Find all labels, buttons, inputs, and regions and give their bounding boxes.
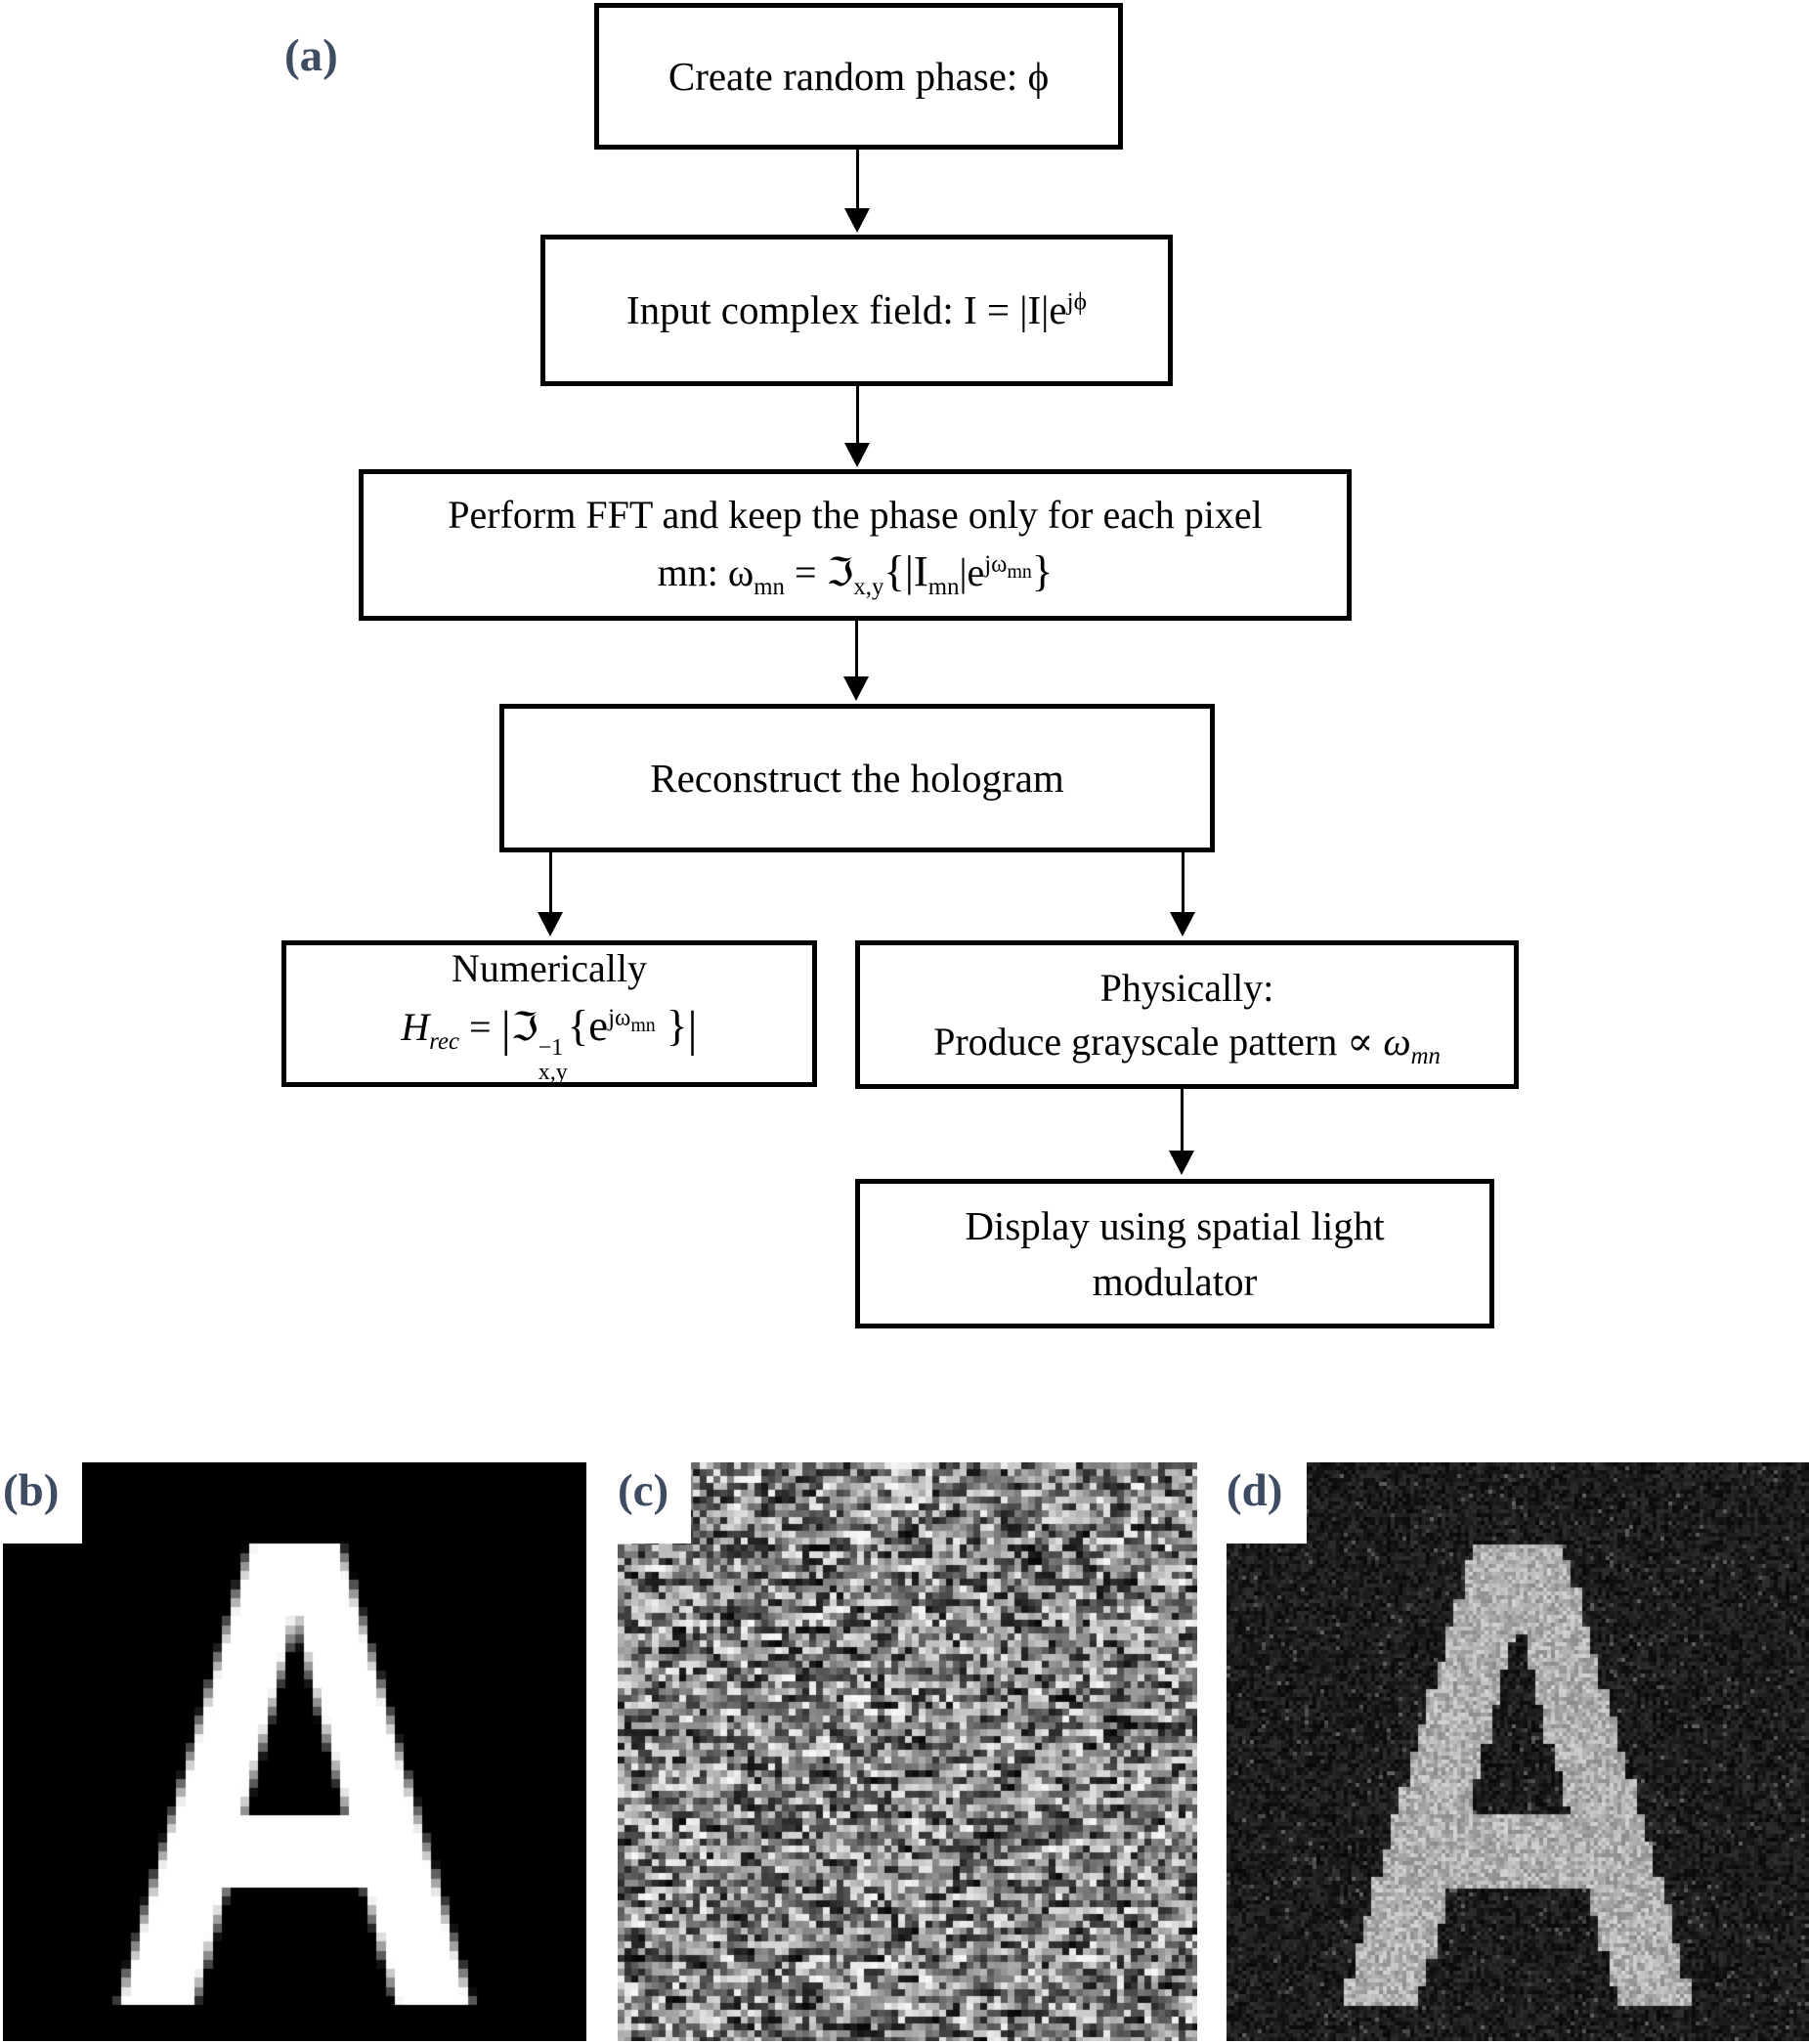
reconstruct-text: Reconstruct the hologram	[650, 755, 1064, 801]
arrow-fft-to-reconstruct	[843, 621, 869, 701]
num-f-bar1: |	[500, 1000, 511, 1057]
create-phase-text: Create random phase: ϕ	[668, 53, 1050, 99]
fft-f-t3: {|I	[883, 546, 928, 596]
flow-box-physically	[855, 940, 1519, 1089]
panel-c	[618, 1462, 1197, 2041]
num-f-bar2: |	[687, 1000, 698, 1057]
arrow-shaft	[1181, 1089, 1184, 1151]
panel-d-label: (d)	[1227, 1465, 1283, 1516]
fft-f-sup1: jω	[984, 550, 1008, 578]
arrow-create-to-input	[844, 150, 870, 233]
phys-f-t1: Produce grayscale pattern ∝	[933, 1020, 1384, 1064]
phys-f-sub1: mn	[1410, 1043, 1441, 1069]
arrow-down-icon	[538, 912, 563, 936]
numerically-line1: Numerically	[452, 945, 647, 990]
panel-c-image	[618, 1462, 1197, 2041]
panel-d	[1227, 1462, 1809, 2041]
input-field-exponent: jϕ	[1066, 287, 1087, 316]
fft-f-t5: }	[1031, 546, 1054, 596]
flow-box-display-slm	[855, 1179, 1494, 1328]
fft-f-sub2: x,y	[853, 574, 884, 601]
fft-f-t4: |e	[959, 550, 985, 595]
arrow-shaft	[856, 386, 859, 443]
arrow-physically-to-display	[1169, 1089, 1194, 1175]
fft-f-sup1sub: mn	[1007, 560, 1032, 583]
flow-box-reconstruct	[499, 704, 1215, 852]
num-f-frak: ℑ	[510, 1004, 538, 1049]
arrow-input-to-fft	[844, 386, 870, 467]
numerically-formula	[401, 995, 697, 1087]
fft-f-sub1: mn	[754, 574, 785, 601]
display-line1: Display using spatial light	[965, 1202, 1385, 1248]
physically-formula	[933, 1015, 1441, 1068]
arrow-down-icon	[1170, 912, 1195, 936]
panel-b-label-notch	[3, 1462, 82, 1544]
arrow-down-icon	[843, 676, 869, 701]
panel-c-label: (c)	[618, 1465, 669, 1516]
num-f-eq: =	[459, 1004, 501, 1049]
panel-b-label: (b)	[3, 1465, 60, 1516]
num-f-H: H	[401, 1004, 430, 1049]
num-f-rec: rec	[429, 1027, 460, 1055]
flow-box-create-phase	[594, 3, 1123, 150]
num-f-t3: {e	[567, 1000, 609, 1050]
arrow-down-icon	[844, 208, 870, 233]
fft-f-t1: mn: ω	[657, 550, 754, 595]
arrow-shaft	[856, 150, 859, 208]
panel-b-image	[3, 1462, 586, 2041]
num-f-t4: }	[655, 1000, 688, 1050]
input-field-text: Input complex field: I = |I|e	[626, 287, 1067, 333]
panel-d-image	[1227, 1462, 1809, 2041]
arrow-shaft	[549, 852, 552, 912]
fft-f-sub3: mn	[927, 574, 960, 601]
panel-d-label-notch	[1227, 1462, 1307, 1544]
flow-box-input-field	[540, 235, 1173, 386]
arrow-reconstruct-to-numerically	[538, 852, 563, 936]
arrow-reconstruct-to-physically	[1170, 852, 1195, 936]
input-field-formula	[626, 283, 1087, 338]
panel-a-label: (a)	[284, 30, 338, 81]
fft-formula	[658, 542, 1054, 602]
num-f-sup2sub: mn	[630, 1015, 656, 1037]
fft-line1: Perform FFT and keep the phase only for each pixel	[448, 493, 1263, 537]
arrow-down-icon	[1169, 1151, 1194, 1175]
num-f-sup2: jω	[608, 1005, 631, 1032]
arrow-shaft	[1182, 852, 1184, 912]
num-f-sup1: −1	[538, 1034, 564, 1061]
panel-b	[3, 1462, 586, 2041]
num-f-sub2: x,y	[538, 1060, 568, 1086]
fft-f-t2: = ℑ	[784, 550, 854, 595]
panel-c-label-notch	[618, 1462, 691, 1544]
flow-box-fft	[359, 469, 1352, 621]
arrow-shaft	[855, 621, 858, 676]
physically-line1: Physically:	[1099, 965, 1274, 1010]
flow-box-numerically	[281, 940, 817, 1087]
arrow-down-icon	[844, 443, 870, 467]
phys-f-omega: ω	[1383, 1020, 1411, 1064]
display-line2: modulator	[1092, 1258, 1258, 1304]
